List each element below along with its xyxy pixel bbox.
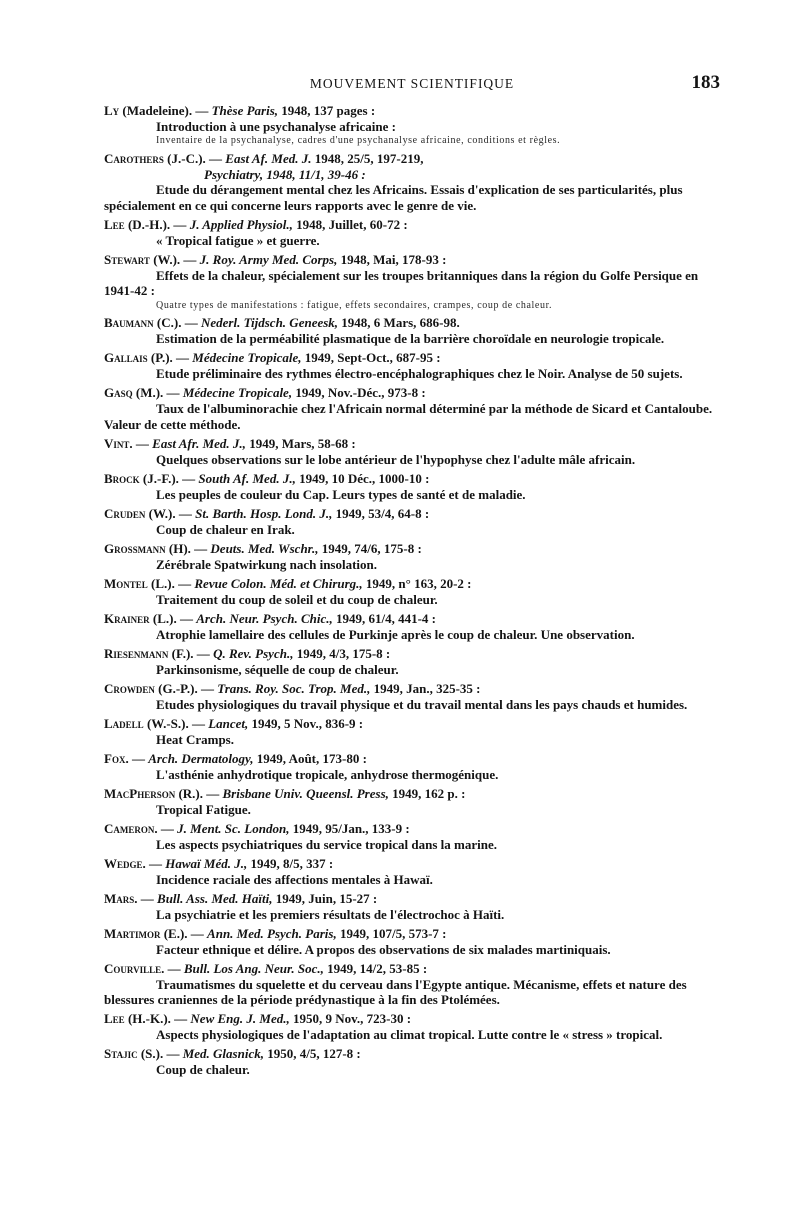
bibliography-entry [104, 1010, 720, 1042]
author-initials: (Madeleine). — [119, 103, 212, 118]
author-initials: (H.-K.). — [124, 1011, 191, 1027]
author-name: Cruden [104, 505, 146, 521]
author-initials: (H). — [165, 540, 211, 556]
publication-reference: 1949, 162 p. : [388, 785, 466, 801]
entry-citation [104, 645, 720, 662]
journal-name: Trans. Roy. Soc. Trop. Med., [217, 680, 371, 696]
author-initials: (R.). — [175, 785, 223, 801]
bibliography-entry [104, 102, 720, 147]
entry-title: Les peuples de couleur du Cap. Leurs types de santé et de maladie. [156, 486, 526, 502]
entry-citation [104, 960, 720, 977]
journal-name: J. Applied Physiol., [189, 216, 293, 232]
bibliography-entry [104, 314, 720, 346]
entry-title: L'asthénie anhydrotique tropicale, anhydrose thermogénique. [156, 766, 499, 782]
journal-name: J. Roy. Army Med. Corps, [199, 251, 338, 267]
publication-reference: 1949, Sept-Oct., 687-95 : [301, 350, 441, 366]
entry-title: Quelques observations sur le lobe antérieur de l'hypophyse chez l'adulte mâle africain. [156, 451, 636, 467]
author-initials: (L.). — [149, 610, 197, 626]
entry-citation [104, 820, 720, 837]
bibliography-entry [104, 610, 720, 642]
entry-title: Traitement du coup de soleil et du coup de chaleur. [156, 591, 438, 607]
author-initials: (W.). — [145, 505, 196, 521]
journal-name: Bull. Ass. Med. Haïti, [157, 890, 273, 906]
entry-citation [104, 610, 720, 627]
publication-reference: 1949, n° 163, 20-2 : [362, 575, 472, 591]
entry-title: Taux de l'albuminorachie chez l'Africain normal déterminé par la méthode de Sicard et Cantaloube. Valeur de cette méthode. [104, 401, 713, 432]
author-initials: . — [161, 960, 184, 976]
author-name: Fox [104, 750, 126, 766]
author-initials: (W.). — [149, 251, 200, 267]
entry-citation [104, 855, 720, 872]
journal-name: Revue Colon. Méd. et Chirurg., [194, 575, 363, 591]
publication-reference: 1949, Mars, 58-68 : [245, 435, 356, 451]
entry-note: Inventaire de la psychanalyse, cadres d'une psychanalyse africaine, conditions et règles. [156, 135, 561, 147]
bibliography-entry [104, 750, 720, 782]
entry-title: Etudes physiologiques du travail physique et du travail mental dans les pays chauds et humides. [156, 696, 688, 712]
journal-name: Lancet, [208, 715, 249, 731]
publication-reference: 1948, Mai, 178-93 : [337, 251, 447, 267]
journal-name: Hawaï Méd. J., [165, 855, 248, 871]
entry-citation [104, 150, 720, 167]
author-name: Martimor [104, 925, 161, 941]
author-initials: . — [129, 435, 153, 451]
author-name: Vint [104, 435, 130, 451]
entry-citation [104, 890, 720, 907]
author-initials: (L.). — [147, 575, 195, 591]
entry-title: Etude préliminaire des rythmes électro-encéphalographiques chez le Noir. Analyse de 50 sujets. [156, 366, 683, 382]
author-initials: . — [125, 750, 149, 766]
publication-reference: 1950, 9 Nov., 723-30 : [289, 1011, 412, 1027]
bibliography-entry [104, 925, 720, 957]
entry-title: Atrophie lamellaire des cellules de Purkinje après le coup de chaleur. Une observation. [156, 626, 635, 642]
journal-name: Ann. Med. Psych. Paris, [207, 925, 337, 941]
author-name: Brock [104, 470, 140, 486]
bibliography-entry [104, 680, 720, 712]
author-name: Montel [104, 575, 148, 591]
publication-reference: 1948, 137 pages : [278, 103, 376, 118]
entry-citation [104, 750, 720, 767]
author-name: MacPherson [104, 785, 176, 801]
page-header [104, 72, 720, 102]
publication-reference: 1949, 4/3, 175-8 : [293, 645, 391, 661]
bibliography-entry [104, 505, 720, 537]
author-initials: . — [142, 855, 166, 871]
author-initials: . — [154, 820, 178, 836]
bibliography-entry [104, 470, 720, 502]
author-initials: (S.). — [137, 1046, 183, 1062]
publication-reference: 1948, Juillet, 60-72 : [292, 216, 408, 232]
entry-citation [104, 314, 720, 331]
author-name: Lee [104, 216, 125, 232]
entry-title: Estimation de la perméabilité plasmatique de la barrière choroïdale en neurologie tropicale. [156, 331, 665, 347]
entry-title: Zérébrale Spatwirkung nach insolation. [156, 556, 378, 572]
journal-name: Q. Rev. Psych., [213, 645, 294, 661]
entry-citation [104, 540, 720, 557]
publication-reference: 1949, 53/4, 64-8 : [332, 505, 430, 521]
author-name: Stajic [104, 1046, 138, 1062]
author-name: Wedge [104, 855, 143, 871]
document-page [104, 72, 720, 1080]
author-name: Gasq [104, 385, 133, 401]
author-initials: (J.-C.). — [163, 151, 226, 166]
entry-title: La psychiatrie et les premiers résultats de l'électrochoc à Haïti. [156, 906, 505, 922]
author-name: Ly [104, 103, 120, 118]
author-name: Carothers [104, 151, 164, 166]
bibliography-entry [104, 820, 720, 852]
entry-title: Coup de chaleur en Irak. [156, 521, 295, 537]
entry-citation [104, 349, 720, 366]
author-name: Krainer [104, 610, 150, 626]
entry-citation [104, 575, 720, 592]
entry-citation [104, 251, 720, 268]
bibliography-entry [104, 251, 720, 312]
bibliography-entry [104, 435, 720, 467]
bibliography-entry [104, 855, 720, 887]
entry-title: Introduction à une psychanalyse africaine : [156, 119, 396, 134]
entry-title: Heat Cramps. [156, 731, 234, 747]
entry-citation [104, 384, 720, 401]
author-name: Courville [104, 960, 162, 976]
author-name: Lee [104, 1011, 125, 1027]
author-initials: . — [134, 890, 158, 906]
author-initials: (D.-H.). — [124, 216, 190, 232]
bibliography-entry [104, 384, 720, 432]
author-initials: (G.-P.). — [154, 680, 218, 696]
publication-reference: 1949, 10 Déc., 1000-10 : [295, 470, 430, 486]
entry-title: « Tropical fatigue » et guerre. [156, 232, 320, 248]
journal-name: Arch. Neur. Psych. Chic., [196, 610, 333, 626]
bibliography-entry [104, 349, 720, 381]
bibliography-entry [104, 216, 720, 248]
publication-reference: 1948, 25/5, 197-219, [311, 151, 424, 166]
publication-reference: 1949, 95/Jan., 133-9 : [289, 820, 410, 836]
publication-reference: 1948, 6 Mars, 686-98. [338, 315, 460, 331]
entry-title: Traumatismes du squelette et du cerveau dans l'Egypte antique. Mécanisme, effets et nature des blessures craniennes de la période prédynastique à la fin des Ptolémées. [104, 976, 687, 1008]
entry-note: Quatre types de manifestations : fatigue, effets secondaires, crampes, coup de chaleur. [156, 299, 553, 311]
entry-citation [104, 1045, 720, 1062]
publication-reference: 1950, 4/5, 127-8 : [263, 1046, 361, 1062]
entry-citation [104, 785, 720, 802]
publication-reference: 1949, 8/5, 337 : [247, 855, 334, 871]
publication-reference: 1949, 61/4, 441-4 : [332, 610, 437, 626]
entry-citation [104, 102, 720, 119]
publication-reference: 1949, Juin, 15-27 : [272, 890, 378, 906]
author-initials: (W.-S.). — [143, 715, 209, 731]
author-name: Grossmann [104, 540, 166, 556]
bibliography-entry [104, 540, 720, 572]
entry-title: Les aspects psychiatriques du service tropical dans la marine. [156, 836, 498, 852]
bibliography-entry [104, 890, 720, 922]
journal-name: Thèse Paris, [211, 103, 279, 118]
entry-citation [104, 435, 720, 452]
journal-name: Médecine Tropicale, [182, 385, 293, 401]
author-initials: (F.). — [168, 645, 214, 661]
entry-citation [104, 216, 720, 233]
author-name: Mars [104, 890, 135, 906]
journal-name: Arch. Dermatology, [148, 750, 254, 766]
bibliography-entry [104, 960, 720, 1008]
journal-name: Bull. Los Ang. Neur. Soc., [183, 960, 324, 976]
journal-name: St. Barth. Hosp. Lond. J., [195, 505, 333, 521]
publication-reference: 1949, 74/6, 175-8 : [318, 540, 422, 556]
entry-citation [104, 925, 720, 942]
entry-citation [104, 1010, 720, 1027]
author-name: Ladell [104, 715, 144, 731]
journal-name: Deuts. Med. Wschr., [210, 540, 319, 556]
author-initials: (E.). — [160, 925, 208, 941]
author-name: Baumann [104, 315, 154, 331]
entry-title: Aspects physiologiques de l'adaptation au climat tropical. Lutte contre le « stress » tropical. [156, 1027, 663, 1043]
author-initials: (J.-F.). — [139, 470, 199, 486]
entry-citation [104, 505, 720, 522]
publication-reference: 1949, Août, 173-80 : [253, 750, 367, 766]
journal-name: Nederl. Tijdsch. Geneesk, [200, 315, 339, 331]
publication-reference: 1949, 107/5, 573-7 : [336, 925, 447, 941]
entry-title: Coup de chaleur. [156, 1062, 250, 1078]
publication-reference: 1949, 5 Nov., 836-9 : [248, 715, 364, 731]
entry-title: Etude du dérangement mental chez les Africains. Essais d'explication de ses particularités, plus spécialement en ce qui concerne leurs rapports avec le genre de vie. [104, 182, 683, 213]
author-initials: (M.). — [132, 385, 183, 401]
author-name: Cameron [104, 820, 155, 836]
entry-title: Facteur ethnique et délire. A propos des observations de six malades martiniquais. [156, 941, 611, 957]
bibliography-entry [104, 575, 720, 607]
bibliography-entry [104, 715, 720, 747]
journal-name: East Afr. Med. J., [152, 435, 246, 451]
journal-name: J. Ment. Sc. London, [177, 820, 290, 836]
author-name: Stewart [104, 251, 150, 267]
journal-name: Med. Glasnick, [182, 1046, 264, 1062]
entry-citation [104, 715, 720, 732]
author-initials: (C.). — [153, 315, 201, 331]
entry-title: Tropical Fatigue. [156, 801, 251, 817]
journal-name: Brisbane Univ. Queensl. Press, [222, 785, 389, 801]
entry-title: Incidence raciale des affections mentales à Hawaï. [156, 871, 433, 887]
publication-reference: 1949, Nov.-Déc., 973-8 : [292, 385, 426, 401]
author-initials: (P.). — [147, 350, 193, 366]
bibliography-entry [104, 150, 720, 213]
journal-name: South Af. Med. J., [198, 470, 296, 486]
bibliography-entry [104, 1045, 720, 1077]
bibliography-entry [104, 785, 720, 817]
bibliography-list [104, 102, 720, 1077]
journal-name: Médecine Tropicale, [192, 350, 302, 366]
journal-name: New Eng. J. Med., [190, 1011, 290, 1027]
bibliography-entry [104, 645, 720, 677]
author-name: Crowden [104, 680, 155, 696]
publication-reference: 1949, Jan., 325-35 : [370, 680, 481, 696]
entry-citation [104, 470, 720, 487]
entry-title: Parkinsonisme, séquelle de coup de chaleur. [156, 661, 399, 677]
publication-reference: 1949, 14/2, 53-85 : [323, 960, 428, 976]
entry-secondary-reference: Psychiatry, 1948, 11/1, 39-46 : [204, 167, 366, 182]
entry-title: Effets de la chaleur, spécialement sur les troupes britanniques dans la région du Golfe Persique en 1941-42 : [104, 267, 699, 299]
author-name: Riesenmann [104, 645, 169, 661]
journal-name: East Af. Med. J. [225, 151, 312, 166]
entry-citation [104, 680, 720, 697]
page-number: 183 [691, 72, 720, 93]
author-name: Gallais [104, 350, 148, 366]
running-title: MOUVEMENT SCIENTIFIQUE [309, 76, 515, 91]
